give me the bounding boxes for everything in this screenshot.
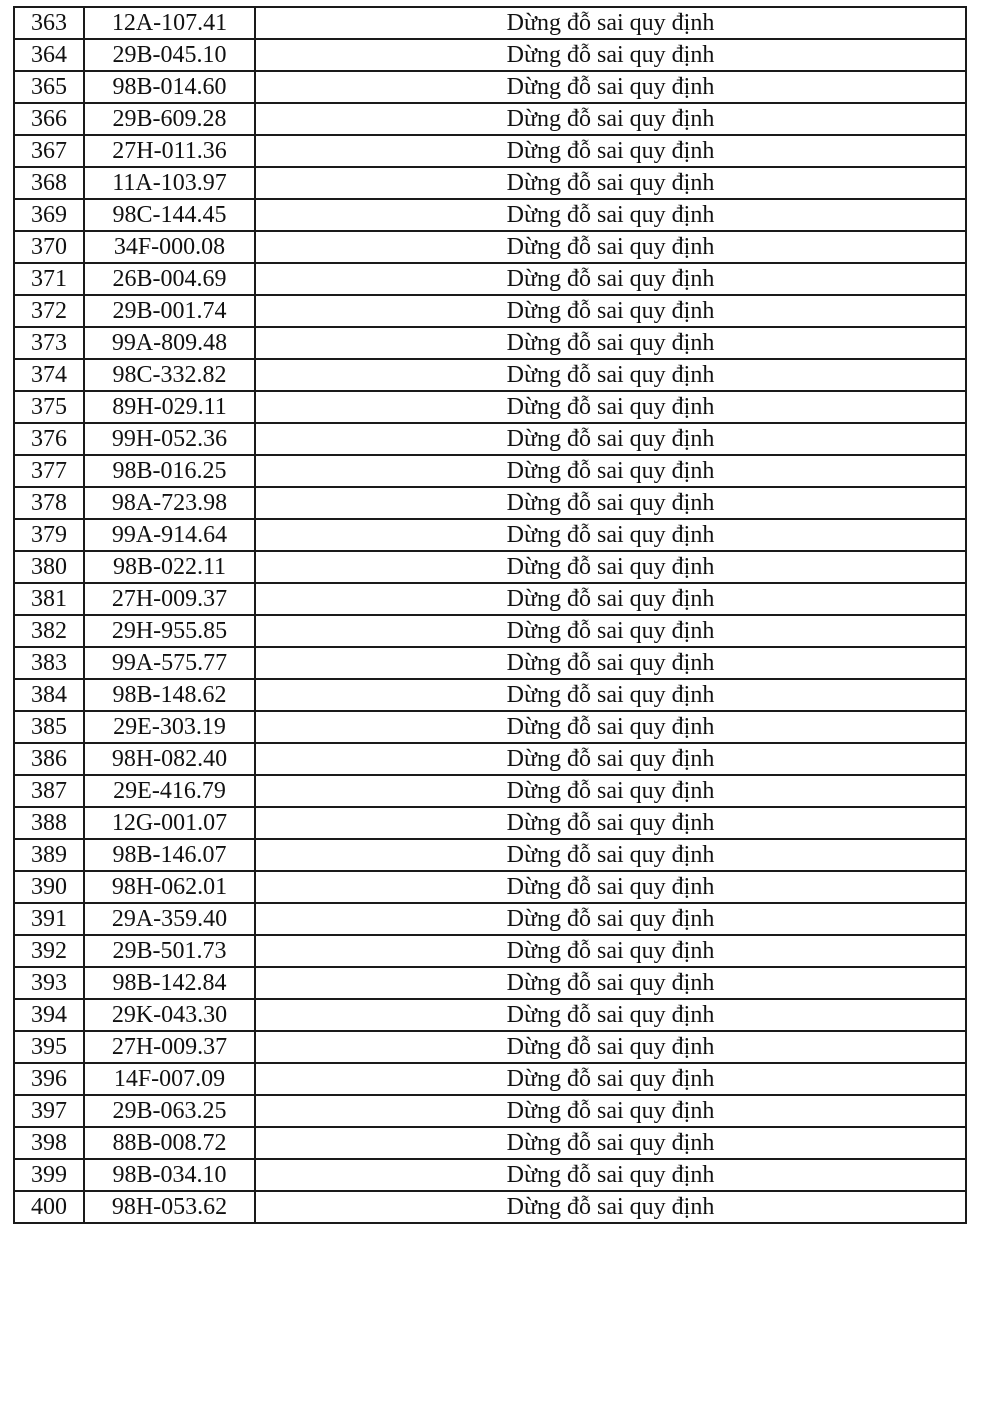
table-row	[14, 679, 966, 711]
table-row	[14, 103, 966, 135]
table-row	[14, 743, 966, 775]
table-row	[14, 487, 966, 519]
row-number-cell: 389	[14, 839, 84, 871]
table-row	[14, 327, 966, 359]
violation-cell: Dừng đỗ sai quy định	[255, 519, 966, 551]
violation-cell: Dừng đỗ sai quy định	[255, 455, 966, 487]
table-row	[14, 1191, 966, 1223]
table-row	[14, 39, 966, 71]
license-plate-cell: 29B-501.73	[84, 935, 255, 967]
row-number-cell: 387	[14, 775, 84, 807]
license-plate-cell: 29B-609.28	[84, 103, 255, 135]
table-row	[14, 999, 966, 1031]
license-plate-cell: 99A-575.77	[84, 647, 255, 679]
table-row	[14, 551, 966, 583]
violation-cell: Dừng đỗ sai quy định	[255, 1031, 966, 1063]
row-number-cell: 372	[14, 295, 84, 327]
table-row	[14, 423, 966, 455]
row-number-cell: 394	[14, 999, 84, 1031]
violation-cell: Dừng đỗ sai quy định	[255, 231, 966, 263]
license-plate-cell: 98H-062.01	[84, 871, 255, 903]
table-row	[14, 455, 966, 487]
table-row	[14, 71, 966, 103]
violation-cell: Dừng đỗ sai quy định	[255, 487, 966, 519]
violations-table	[13, 6, 967, 1224]
license-plate-cell: 12G-001.07	[84, 807, 255, 839]
license-plate-cell: 98C-332.82	[84, 359, 255, 391]
violation-cell: Dừng đỗ sai quy định	[255, 1191, 966, 1223]
violations-table-body	[14, 7, 966, 1223]
row-number-cell: 367	[14, 135, 84, 167]
license-plate-cell: 29B-045.10	[84, 39, 255, 71]
license-plate-cell: 14F-007.09	[84, 1063, 255, 1095]
violation-cell: Dừng đỗ sai quy định	[255, 615, 966, 647]
violation-cell: Dừng đỗ sai quy định	[255, 7, 966, 39]
row-number-cell: 392	[14, 935, 84, 967]
license-plate-cell: 98A-723.98	[84, 487, 255, 519]
row-number-cell: 384	[14, 679, 84, 711]
violation-cell: Dừng đỗ sai quy định	[255, 967, 966, 999]
table-row	[14, 359, 966, 391]
violation-cell: Dừng đỗ sai quy định	[255, 679, 966, 711]
row-number-cell: 376	[14, 423, 84, 455]
row-number-cell: 399	[14, 1159, 84, 1191]
table-row	[14, 1127, 966, 1159]
row-number-cell: 383	[14, 647, 84, 679]
row-number-cell: 378	[14, 487, 84, 519]
row-number-cell: 377	[14, 455, 84, 487]
table-row	[14, 967, 966, 999]
row-number-cell: 380	[14, 551, 84, 583]
violation-cell: Dừng đỗ sai quy định	[255, 199, 966, 231]
violation-cell: Dừng đỗ sai quy định	[255, 39, 966, 71]
row-number-cell: 398	[14, 1127, 84, 1159]
row-number-cell: 385	[14, 711, 84, 743]
row-number-cell: 375	[14, 391, 84, 423]
table-row	[14, 1095, 966, 1127]
row-number-cell: 400	[14, 1191, 84, 1223]
violation-cell: Dừng đỗ sai quy định	[255, 551, 966, 583]
license-plate-cell: 98B-022.11	[84, 551, 255, 583]
row-number-cell: 365	[14, 71, 84, 103]
row-number-cell: 366	[14, 103, 84, 135]
violation-cell: Dừng đỗ sai quy định	[255, 583, 966, 615]
license-plate-cell: 27H-011.36	[84, 135, 255, 167]
license-plate-cell: 99H-052.36	[84, 423, 255, 455]
violation-cell: Dừng đỗ sai quy định	[255, 871, 966, 903]
row-number-cell: 386	[14, 743, 84, 775]
violation-cell: Dừng đỗ sai quy định	[255, 103, 966, 135]
license-plate-cell: 98C-144.45	[84, 199, 255, 231]
license-plate-cell: 98B-148.62	[84, 679, 255, 711]
license-plate-cell: 98B-034.10	[84, 1159, 255, 1191]
table-row	[14, 519, 966, 551]
violation-cell: Dừng đỗ sai quy định	[255, 423, 966, 455]
table-row	[14, 295, 966, 327]
violation-cell: Dừng đỗ sai quy định	[255, 711, 966, 743]
license-plate-cell: 34F-000.08	[84, 231, 255, 263]
row-number-cell: 371	[14, 263, 84, 295]
violation-cell: Dừng đỗ sai quy định	[255, 775, 966, 807]
violation-cell: Dừng đỗ sai quy định	[255, 1127, 966, 1159]
row-number-cell: 382	[14, 615, 84, 647]
license-plate-cell: 98B-142.84	[84, 967, 255, 999]
table-row	[14, 615, 966, 647]
row-number-cell: 368	[14, 167, 84, 199]
license-plate-cell: 89H-029.11	[84, 391, 255, 423]
row-number-cell: 396	[14, 1063, 84, 1095]
violation-cell: Dừng đỗ sai quy định	[255, 135, 966, 167]
license-plate-cell: 29E-416.79	[84, 775, 255, 807]
violation-cell: Dừng đỗ sai quy định	[255, 359, 966, 391]
row-number-cell: 370	[14, 231, 84, 263]
license-plate-cell: 98B-016.25	[84, 455, 255, 487]
violation-cell: Dừng đỗ sai quy định	[255, 327, 966, 359]
license-plate-cell: 29H-955.85	[84, 615, 255, 647]
row-number-cell: 369	[14, 199, 84, 231]
license-plate-cell: 98H-082.40	[84, 743, 255, 775]
license-plate-cell: 11A-103.97	[84, 167, 255, 199]
license-plate-cell: 99A-914.64	[84, 519, 255, 551]
license-plate-cell: 98B-146.07	[84, 839, 255, 871]
violation-cell: Dừng đỗ sai quy định	[255, 391, 966, 423]
violation-cell: Dừng đỗ sai quy định	[255, 295, 966, 327]
row-number-cell: 379	[14, 519, 84, 551]
row-number-cell: 388	[14, 807, 84, 839]
row-number-cell: 364	[14, 39, 84, 71]
table-row	[14, 199, 966, 231]
violation-cell: Dừng đỗ sai quy định	[255, 839, 966, 871]
table-row	[14, 775, 966, 807]
table-row	[14, 167, 966, 199]
row-number-cell: 393	[14, 967, 84, 999]
license-plate-cell: 99A-809.48	[84, 327, 255, 359]
license-plate-cell: 12A-107.41	[84, 7, 255, 39]
license-plate-cell: 29E-303.19	[84, 711, 255, 743]
violation-cell: Dừng đỗ sai quy định	[255, 167, 966, 199]
table-row	[14, 263, 966, 295]
violation-cell: Dừng đỗ sai quy định	[255, 1095, 966, 1127]
table-row	[14, 1031, 966, 1063]
row-number-cell: 391	[14, 903, 84, 935]
table-row	[14, 935, 966, 967]
row-number-cell: 381	[14, 583, 84, 615]
license-plate-cell: 29B-001.74	[84, 295, 255, 327]
table-row	[14, 903, 966, 935]
license-plate-cell: 27H-009.37	[84, 1031, 255, 1063]
license-plate-cell: 98B-014.60	[84, 71, 255, 103]
violation-cell: Dừng đỗ sai quy định	[255, 743, 966, 775]
license-plate-cell: 29K-043.30	[84, 999, 255, 1031]
table-row	[14, 135, 966, 167]
license-plate-cell: 29B-063.25	[84, 1095, 255, 1127]
violation-cell: Dừng đỗ sai quy định	[255, 647, 966, 679]
row-number-cell: 397	[14, 1095, 84, 1127]
table-row	[14, 391, 966, 423]
violation-cell: Dừng đỗ sai quy định	[255, 807, 966, 839]
row-number-cell: 373	[14, 327, 84, 359]
violation-cell: Dừng đỗ sai quy định	[255, 1159, 966, 1191]
violation-cell: Dừng đỗ sai quy định	[255, 263, 966, 295]
license-plate-cell: 88B-008.72	[84, 1127, 255, 1159]
table-row	[14, 711, 966, 743]
table-row	[14, 7, 966, 39]
violation-cell: Dừng đỗ sai quy định	[255, 71, 966, 103]
license-plate-cell: 27H-009.37	[84, 583, 255, 615]
license-plate-cell: 29A-359.40	[84, 903, 255, 935]
row-number-cell: 390	[14, 871, 84, 903]
violation-cell: Dừng đỗ sai quy định	[255, 935, 966, 967]
table-row	[14, 583, 966, 615]
table-row	[14, 647, 966, 679]
violation-cell: Dừng đỗ sai quy định	[255, 903, 966, 935]
table-row	[14, 1159, 966, 1191]
row-number-cell: 363	[14, 7, 84, 39]
table-row	[14, 839, 966, 871]
violation-cell: Dừng đỗ sai quy định	[255, 1063, 966, 1095]
row-number-cell: 374	[14, 359, 84, 391]
violation-cell: Dừng đỗ sai quy định	[255, 999, 966, 1031]
table-row	[14, 807, 966, 839]
table-row	[14, 871, 966, 903]
license-plate-cell: 98H-053.62	[84, 1191, 255, 1223]
table-row	[14, 1063, 966, 1095]
license-plate-cell: 26B-004.69	[84, 263, 255, 295]
table-row	[14, 231, 966, 263]
row-number-cell: 395	[14, 1031, 84, 1063]
